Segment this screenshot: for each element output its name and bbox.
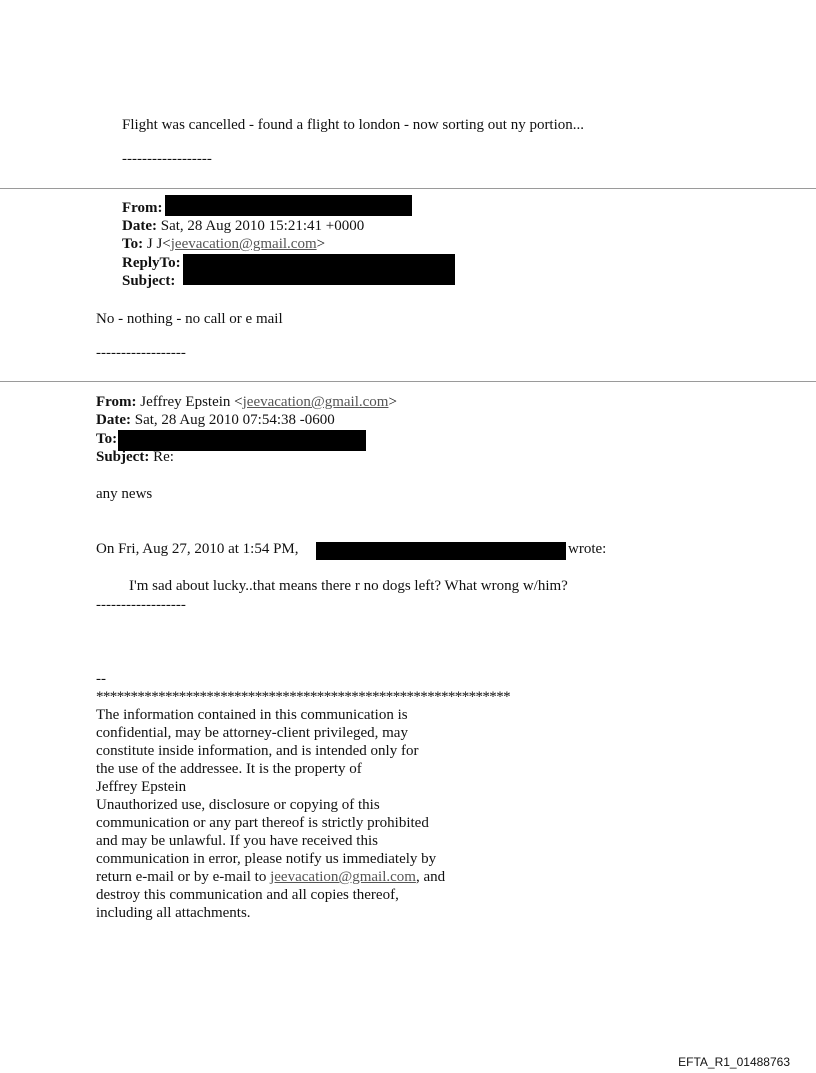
disclaimer-line: communication in error, please notify us immediately by — [96, 851, 437, 867]
email1-replyto-label: ReplyTo: — [122, 255, 181, 271]
disclaimer-return-prefix: return e-mail or by e-mail to — [96, 869, 267, 885]
disclaimer — [96, 706, 445, 922]
divider-2 — [0, 381, 816, 382]
divider-1 — [0, 188, 816, 189]
email2-from-name: Jeffrey Epstein < — [140, 394, 243, 410]
disclaimer-line: Unauthorized use, disclosure or copying of this — [96, 797, 380, 813]
signature-stars: ************************************************************ — [96, 689, 511, 705]
redaction-email1-replyto — [183, 254, 455, 285]
email1-to-close: > — [316, 236, 326, 252]
email2-subject-line — [96, 448, 174, 466]
email1-to-line — [122, 235, 325, 253]
disclaimer-line: Jeffrey Epstein — [96, 779, 187, 795]
redaction-email1-from — [165, 195, 412, 216]
email1-to-label: To: — [122, 236, 144, 252]
disclaimer-return-line — [96, 868, 445, 886]
email2-separator: ------------------ — [96, 597, 186, 613]
document-id: EFTA_R1_01488763 — [678, 1055, 790, 1069]
email2-from-email-link[interactable]: jeevacation@gmail.com — [242, 394, 389, 410]
email2-body: any news — [96, 486, 153, 502]
disclaimer-line: communication or any part thereof is strictly prohibited — [96, 815, 429, 831]
email2-quote-intro: On Fri, Aug 27, 2010 at 1:54 PM, — [96, 541, 299, 557]
email2-from-label: From: — [96, 394, 137, 410]
disclaimer-line: the use of the addressee. It is the property of — [96, 761, 362, 777]
disclaimer-line: constitute inside information, and is intended only for — [96, 743, 419, 759]
email1-date-value: Sat, 28 Aug 2010 15:21:41 +0000 — [160, 218, 365, 234]
email2-subject-value: Re: — [153, 449, 174, 465]
disclaimer-line: and may be unlawful. If you have received this — [96, 833, 378, 849]
email1-to-email-link[interactable]: jeevacation@gmail.com — [170, 236, 317, 252]
disclaimer-return-suffix: , and — [415, 869, 446, 885]
disclaimer-line: including all attachments. — [96, 905, 251, 921]
email1-body: No - nothing - no call or e mail — [96, 311, 283, 327]
email1-date-line — [122, 217, 364, 235]
email2-date-value: Sat, 28 Aug 2010 07:54:38 -0600 — [134, 412, 335, 428]
disclaimer-line: destroy this communication and all copies thereof, — [96, 887, 399, 903]
email2-subject-label: Subject: — [96, 449, 150, 465]
email2-quoted-body: I'm sad about lucky..that means there r no dogs left? What wrong w/him? — [129, 578, 568, 594]
email2-date-label: Date: — [96, 412, 131, 428]
email2-from-close: > — [388, 394, 397, 410]
email2-from-line — [96, 393, 397, 411]
top-message-body: Flight was cancelled - found a flight to london - now sorting out ny portion... — [122, 117, 585, 133]
email1-to-name: J J< — [146, 236, 171, 252]
email1-separator: ------------------ — [96, 345, 186, 361]
email2-quote-wrote: wrote: — [568, 541, 607, 557]
email2-to-label: To: — [96, 431, 118, 447]
disclaimer-email-link[interactable]: jeevacation@gmail.com — [270, 869, 416, 885]
email1-date-label: Date: — [122, 218, 157, 234]
signature-dashes: -- — [96, 671, 106, 687]
email2-date-line — [96, 411, 335, 429]
disclaimer-line: confidential, may be attorney-client privileged, may — [96, 725, 408, 741]
top-message-separator: ------------------ — [122, 151, 212, 167]
email1-subject-label: Subject: — [122, 273, 176, 289]
disclaimer-line: The information contained in this communication is — [96, 707, 408, 723]
redaction-email2-quote-sender — [316, 542, 566, 560]
email1-from-label: From: — [122, 200, 163, 216]
